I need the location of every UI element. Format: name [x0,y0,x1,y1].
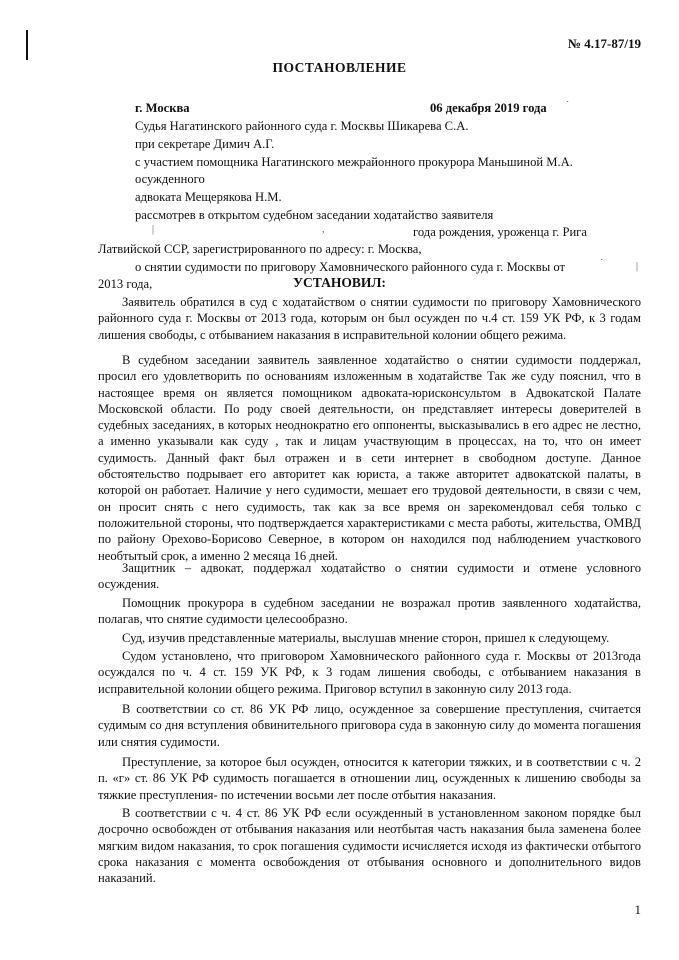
paragraph-2: В судебном заседании заявитель заявленное ходатайство о снятии судимости поддержал, просил его удовлетворить по основаниям изложенным в ходатайстве Так же суду пояснил, что в настоящее время он является помощником адвоката-юрисконсультом в Адвокатской Палате Московской области. По роду своей деятельности, он представляет интересы доверителей в судебных заседаниях, в которых неоднократно его оппоненты, высказывались в его адрес не лестно, а именно указывали как суду , так и лицам участвующим в процессах, на то, что он имеет судимость. Данный факт был отражен и в сети интернет в свободном доступе. Данное обстоятельство подрывает его авторитет как юриста, а также авторитет адвокатской палаты, в которой он работает. Наличие у него судимости, мешает его трудовой деятельности, в связи с чем, он просит снять с него судимость, так как за все время он зарекомендовал себя только с положительной стороны, что подтверждается характеристиками с места работы, жительства, ОМВД по району Орехово-Борисово Северное, в котором он находился под наблюдением участкового необтытый срок, а именно 2 месяца 16 дней. [98,353,641,563]
scan-speck: ˙ [600,258,604,269]
document-number: № 4.17-87/19 [567,36,641,51]
section-title: УСТАНОВИЛ: [293,275,386,290]
intro-prosecutor: с участием помощника Нагатинского межрайонного прокурора Маньшиной М.А. [135,155,573,169]
intro-year: 2013 года, [98,277,153,291]
scan-speck: | [152,224,155,235]
paragraph-3: Защитник – адвокат, поддержал ходатайство о снятии судимости и отмене условного осуждения. [98,561,641,592]
intro-judge: Судья Нагатинского районного суда г. Москвы Шикарева С.А. [135,119,469,133]
intro-convicted: осужденного [135,172,205,186]
scan-speck: , [322,224,325,235]
intro-birth: года рождения, уроженца г. Рига [413,225,587,239]
document-date: 06 декабря 2019 года [430,101,547,115]
intro-lawyer: адвоката Мещерякова Н.М. [135,190,282,204]
paragraph-1: Заявитель обратился в суд с ходатайством о снятии судимости по приговору Хамовнического районного суда г. Москвы от 2013 года, которым он был осужден по ч.4 ст. 159 УК РФ, к 3 годам лишения свободы, с отбыванием наказания в исправительной колонии общего режима. [98,295,641,342]
scan-speck: | [636,261,639,272]
paragraph-5: Суд, изучив представленные материалы, выслушав мнение сторон, пришел к следующему. [122,631,610,645]
city: г. Москва [135,101,190,115]
paragraph-9: В соответствии с ч. 4 ст. 86 УК РФ если осужденный в установленном законом порядке был досрочно освобожден от отбывания наказания или неотбытая часть наказания была заменена более мягким видом наказания, то срок погашения судимости исчисляется исходя из фактически отбытого срока наказания с момента освобождения от отбывания основного и дополнительного видов наказаний. [98,806,641,886]
page-number: 1 [634,902,641,917]
intro-subject: о снятии судимости по приговору Хамовнического районного суда г. Москвы от [135,260,565,274]
paragraph-8: Преступление, за которое был осужден, относится к категории тяжких, и в соответствии с ч. 2 п. «г» ст. 86 УК РФ судимость погашается в отношении лиц, осужденных к лишению свободы за тяжкие преступления- по истечении восьми лет после отбытия наказания. [98,755,641,802]
scan-speck: ˙ [566,100,570,111]
intro-considered: рассмотрев в открытом судебном заседании ходатайство заявителя [135,208,494,222]
paragraph-7: В соответствии со ст. 86 УК РФ лицо, осужденное за совершение преступления, считается судимым со дня вступления обвинительного приговора суда в законную силу до момента погашения или снятия судимости. [98,702,641,749]
document-title: ПОСТАНОВЛЕНИЕ [272,60,407,75]
paragraph-6: Судом установлено, что приговором Хамовнического районного суда г. Москвы от 2013года осуждался по ч. 4 ст. 159 УК РФ, к 3 годам лишения свободы, с отбыванием наказания в исправительной колонии общего режима. Приговор вступил в законную силу 2013 года. [98,649,641,696]
intro-secretary: при секретаре Димич А.Г. [135,137,275,151]
intro-registration: Латвийской ССР, зарегистрированного по адресу: г. Москва, [98,242,422,256]
paragraph-4: Помощник прокурора в судебном заседании не возражал против заявленного ходатайства, полагав, что снятие судимости целесообразно. [98,596,641,627]
margin-mark [26,30,28,60]
